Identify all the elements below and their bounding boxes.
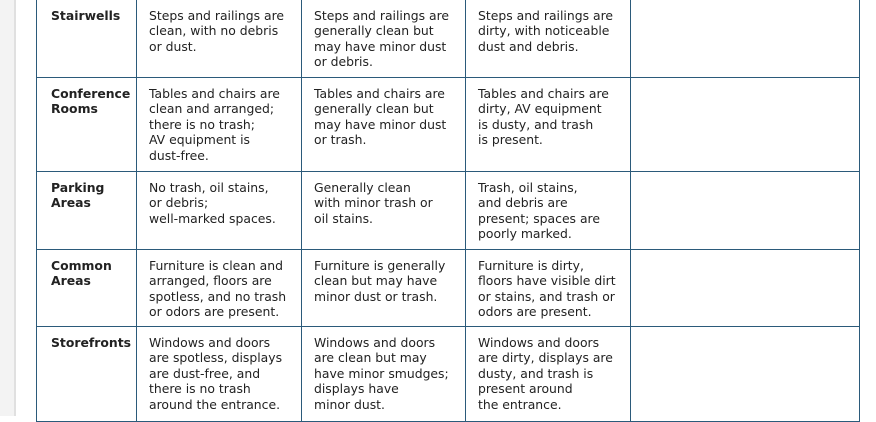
excellent-cell: No trash, oil stains, or debris; well-marked spaces. <box>137 172 302 250</box>
table-row-storefronts <box>37 327 860 422</box>
excellent-cell: Furniture is clean and arranged, floors are spotless, and no trash or odors are present. <box>137 250 302 327</box>
satisfactory-cell: Generally clean with minor trash or oil stains. <box>302 172 466 250</box>
area-label: Stairwells <box>37 0 137 78</box>
area-label: Conference Rooms <box>37 78 137 172</box>
satisfactory-cell: Furniture is generally clean but may have minor dust or trash. <box>302 250 466 327</box>
notes-cell[interactable] <box>631 250 860 327</box>
area-label: Parking Areas <box>37 172 137 250</box>
table-row-parking-areas <box>37 172 860 250</box>
satisfactory-cell: Steps and railings are generally clean but may have minor dust or debris. <box>302 0 466 78</box>
poor-cell: Tables and chairs are dirty, AV equipment is dusty, and trash is present. <box>466 78 631 172</box>
satisfactory-cell: Windows and doors are clean but may have minor smudges; displays have minor dust. <box>302 327 466 422</box>
poor-cell: Furniture is dirty, floors have visible dirt or stains, and trash or odors are present. <box>466 250 631 327</box>
notes-cell[interactable] <box>631 78 860 172</box>
poor-cell: Steps and railings are dirty, with noticeable dust and debris. <box>466 0 631 78</box>
excellent-cell: Steps and railings are clean, with no debris or dust. <box>137 0 302 78</box>
notes-cell[interactable] <box>631 327 860 422</box>
inspection-rubric-table <box>36 0 860 422</box>
notes-cell[interactable] <box>631 172 860 250</box>
excellent-cell: Tables and chairs are clean and arranged; there is no trash; AV equipment is dust-free. <box>137 78 302 172</box>
table-row-stairwells <box>37 0 860 78</box>
satisfactory-cell: Tables and chairs are generally clean but may have minor dust or trash. <box>302 78 466 172</box>
area-label: Storefronts <box>37 327 137 422</box>
table-row-conference-rooms <box>37 78 860 172</box>
notes-cell[interactable] <box>631 0 860 78</box>
area-label: Common Areas <box>37 250 137 327</box>
excellent-cell: Windows and doors are spotless, displays are dust-free, and there is no trash around the entrance. <box>137 327 302 422</box>
poor-cell: Trash, oil stains, and debris are present; spaces are poorly marked. <box>466 172 631 250</box>
table-row-common-areas <box>37 250 860 327</box>
poor-cell: Windows and doors are dirty, displays are dusty, and trash is present around the entrance. <box>466 327 631 422</box>
